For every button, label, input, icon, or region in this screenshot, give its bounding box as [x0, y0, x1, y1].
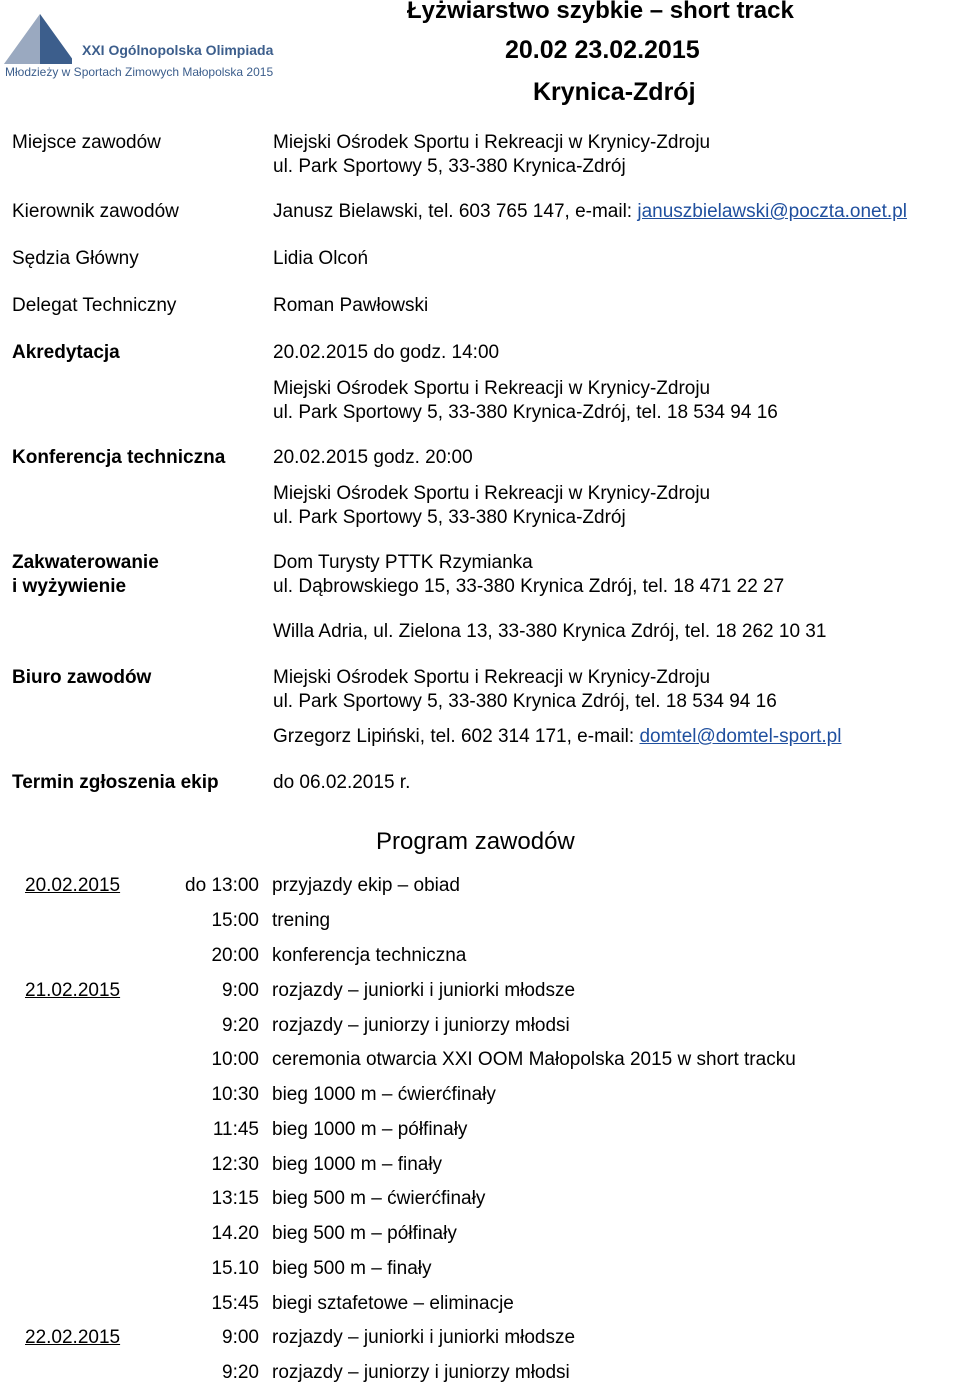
lodging-label-2: i wyżywienie	[12, 576, 127, 597]
program-desc: bieg 1000 m – finały	[272, 1154, 443, 1175]
office-contact	[273, 726, 841, 748]
program-desc: konferencja techniczna	[272, 945, 467, 966]
program-desc: biegi sztafetowe – eliminacje	[272, 1293, 514, 1314]
program-time: 9:00	[222, 1327, 259, 1348]
conference-label: Konferencja techniczna	[12, 447, 226, 468]
program-desc: przyjazdy ekip – obiad	[272, 875, 460, 896]
accreditation-label: Akredytacja	[12, 342, 120, 363]
program-time: 12:30	[211, 1154, 259, 1175]
program-desc: rozjazdy – juniorzy i juniorzy młodsi	[272, 1362, 570, 1383]
referee-label: Sędzia Główny	[12, 248, 139, 269]
logo-line-1: XXI Ogólnopolska Olimpiada	[82, 42, 274, 58]
referee-name: Lidia Olcoń	[273, 248, 369, 269]
program-time: do 13:00	[185, 875, 259, 896]
program-time: 9:00	[222, 980, 259, 1001]
lodging-label-1: Zakwaterowanie	[12, 552, 159, 573]
program-desc: bieg 500 m – finały	[272, 1258, 432, 1279]
office-line-3: Grzegorz Lipiński, tel. 602 314 171, e-mail:	[273, 726, 640, 747]
deadline-value: do 06.02.2015 r.	[273, 772, 411, 793]
lodging-line-1: Dom Turysty PTTK Rzymianka	[273, 552, 533, 573]
deadline-label: Termin zgłoszenia ekip	[12, 772, 219, 793]
event-dates: 20.02 23.02.2015	[505, 36, 700, 64]
accreditation-line-3: ul. Park Sportowy 5, 33-380 Krynica-Zdrój, tel. 18 534 94 16	[273, 402, 778, 423]
program-time: 10:30	[211, 1084, 259, 1105]
accreditation-line-2: Miejski Ośrodek Sportu i Rekreacji w Krynicy-Zdroju	[273, 378, 711, 399]
program-desc: bieg 500 m – półfinały	[272, 1223, 457, 1244]
event-city: Krynica-Zdrój	[533, 78, 696, 106]
program-desc: bieg 1000 m – ćwierćfinały	[272, 1084, 496, 1105]
office-line-2: ul. Park Sportowy 5, 33-380 Krynica Zdrój, tel. 18 534 94 16	[273, 691, 777, 712]
program-time: 20:00	[211, 945, 259, 966]
conference-line-1: 20.02.2015 godz. 20:00	[273, 447, 473, 468]
program-time: 13:15	[211, 1188, 259, 1209]
accreditation-line-1: 20.02.2015 do godz. 14:00	[273, 342, 500, 363]
program-desc: rozjazdy – juniorki i juniorki młodsze	[272, 980, 576, 1001]
program-date: 20.02.2015	[25, 875, 121, 896]
program-time: 15:00	[211, 910, 259, 931]
venue-line-1: Miejski Ośrodek Sportu i Rekreacji w Krynicy-Zdroju	[273, 132, 711, 153]
office-email-link[interactable]: domtel@domtel-sport.pl	[639, 726, 842, 747]
delegate-name: Roman Pawłowski	[273, 295, 429, 316]
logo-mark-icon	[4, 14, 72, 64]
program-desc: rozjazdy – juniorzy i juniorzy młodsi	[272, 1015, 570, 1036]
program-time: 14.20	[211, 1223, 259, 1244]
program-title: Program zawodów	[376, 828, 575, 855]
office-label: Biuro zawodów	[12, 667, 152, 688]
program-time: 10:00	[211, 1049, 259, 1070]
program-date: 21.02.2015	[25, 980, 121, 1001]
lodging-line-2: ul. Dąbrowskiego 15, 33-380 Krynica Zdrój, tel. 18 471 22 27	[273, 576, 785, 597]
program-desc: bieg 1000 m – półfinały	[272, 1119, 468, 1140]
program-desc: ceremonia otwarcia XXI OOM Małopolska 2015 w short tracku	[272, 1049, 796, 1070]
page-title: Łyżwiarstwo szybkie – short track	[407, 0, 794, 24]
program-desc: trening	[272, 910, 331, 931]
director-info	[273, 201, 907, 223]
program-desc: bieg 500 m – ćwierćfinały	[272, 1188, 486, 1209]
venue-line-2: ul. Park Sportowy 5, 33-380 Krynica-Zdrój	[273, 156, 626, 177]
conference-line-3: ul. Park Sportowy 5, 33-380 Krynica-Zdrój	[273, 507, 626, 528]
lodging-line-3: Willa Adria, ul. Zielona 13, 33-380 Krynica Zdrój, tel. 18 262 10 31	[273, 621, 827, 642]
program-time: 9:20	[222, 1015, 259, 1036]
program-time: 9:20	[222, 1362, 259, 1383]
program-time: 11:45	[212, 1119, 259, 1140]
conference-line-2: Miejski Ośrodek Sportu i Rekreacji w Krynicy-Zdroju	[273, 483, 711, 504]
olympiad-logo	[4, 14, 274, 84]
delegate-label: Delegat Techniczny	[12, 295, 177, 316]
office-line-1: Miejski Ośrodek Sportu i Rekreacji w Krynicy-Zdroju	[273, 667, 711, 688]
program-time: 15.10	[211, 1258, 259, 1279]
program-date: 22.02.2015	[25, 1327, 121, 1348]
director-text: Janusz Bielawski, tel. 603 765 147, e-mail:	[273, 201, 638, 222]
director-label: Kierownik zawodów	[12, 201, 179, 222]
program-time: 15:45	[211, 1293, 259, 1314]
director-email-link[interactable]: januszbielawski@poczta.onet.pl	[637, 201, 907, 222]
venue-label: Miejsce zawodów	[12, 132, 161, 153]
logo-line-2: Młodzieży w Sportach Zimowych Małopolska 2015	[5, 65, 274, 79]
program-desc: rozjazdy – juniorki i juniorki młodsze	[272, 1327, 576, 1348]
